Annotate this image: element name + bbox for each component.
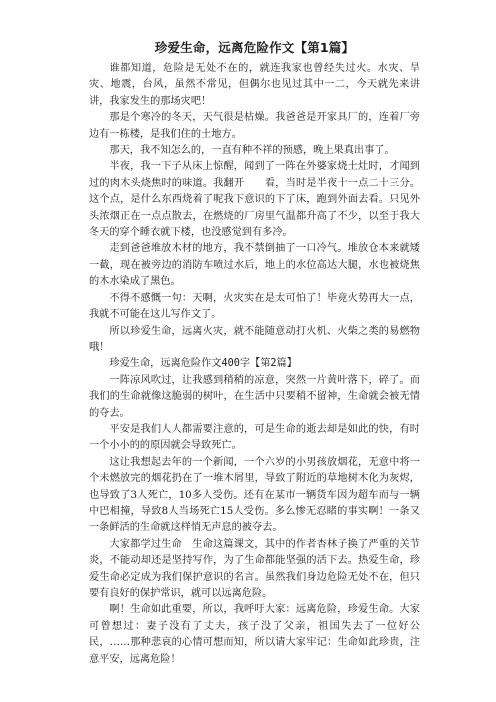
paragraph: 半夜，我一下子从床上惊醒，闻到了一阵在外婆家烧土灶时，才闻到过的肉木头烧焦时的味道。我翻开 看，当时是半夜十一点二十三分。这个点，是什么东西烧着了呢我下意识的下了床，跑到外面去看。只见外头浓烟正在一点点散去，在燃烧的厂房里气温都升高了不少，以至于我大冬天的穿个睡衣就下楼，也没感觉到有多冷。 [89, 161, 420, 239]
paragraph: 那天，我不知怎么的，一直有种不祥的预感，晚上果真出事了。 [109, 145, 395, 157]
paragraph: 啊！生命如此重要，所以，我呼吁大家：远离危险，珍爱生命。大家可曾想过：妻子没有了丈夫，孩子没了父亲，祖国失去了一位好公民，……那种悲哀的心情可想而知，所以请大家牢记：生命如此珍贵，注意平安，远离危险！ [89, 604, 420, 665]
paragraph: 平安是我们人人都需要注意的，可是生命的逝去却是如此的快，有时一个小小的的原因就会导致死亡。 [89, 423, 420, 452]
paragraph: 这让我想起去年的一个新闻，一个六岁的小男孩放烟花，无意中将一个未燃放完的烟花扔在了一堆木屑里，导致了附近的草地树木化为灰烬，也导致了3人死亡，10多人受伤。还有在某市一辆货车因为超车而与一辆中巴相撞，导致8人当场死亡15人受伤。多么惨无忍睹的事实啊！一条又一条鲜活的生命就这样悄无声息的被夺去。 [89, 456, 420, 534]
section-subheading: 珍爱生命，远离危险作文400字【第2篇】 [109, 358, 297, 370]
paragraph: 走到爸爸堆放木材的地方，我不禁倒抽了一口冷气。堆放仓本来就矮一截，现在被旁边的消防车喷过水后，地上的水位高达大腿，水也被烧焦的木水染成了黑色。 [89, 243, 420, 288]
paragraph: 谁都知道，危险是无处不在的，就连我家也曾经失过火。水灾、旱灾、地震，台风，虽然不常见，但偶尔也见过其中一二，今天就先来讲讲，我家发生的那场灾吧！ [89, 63, 420, 107]
paragraph: 所以珍爱生命，远离火灾，就不能随意动打火机、火柴之类的易燃物哦！ [89, 325, 420, 353]
paragraph: 那是个寒冷的冬天，天气很是枯燥。我爸爸是开家具厂的，连着厂旁边有一栋楼，是我们住的土地方。 [89, 112, 420, 140]
paragraph: 一阵凉风吹过，让我感到稍稍的凉意，突然一片黄叶落下，碎了。而我们的生命就像这脆弱的树叶，在生活中只要稍不留神，生命就会被无情的夺去。 [89, 374, 420, 419]
paragraph: 不得不感慨一句：天啊，火灾实在是太可怕了！毕竟火势再大一点，我就不可能在这儿写作文了。 [89, 292, 420, 321]
paragraph: 大家都学过生命 生命这篇课文，其中的作者杏林子换了严重的关节炎，不能动却还是坚持写作，为了生命都能坚强的活下去。热爱生命，珍爱生命必定成为我们保护意识的名言。虽然我们身边危险无处不在，但只要有良好的保护常识，就可以远离危险。 [89, 538, 420, 599]
essay-title: 珍爱生命，远离危险作文【第1篇】 [154, 40, 355, 55]
